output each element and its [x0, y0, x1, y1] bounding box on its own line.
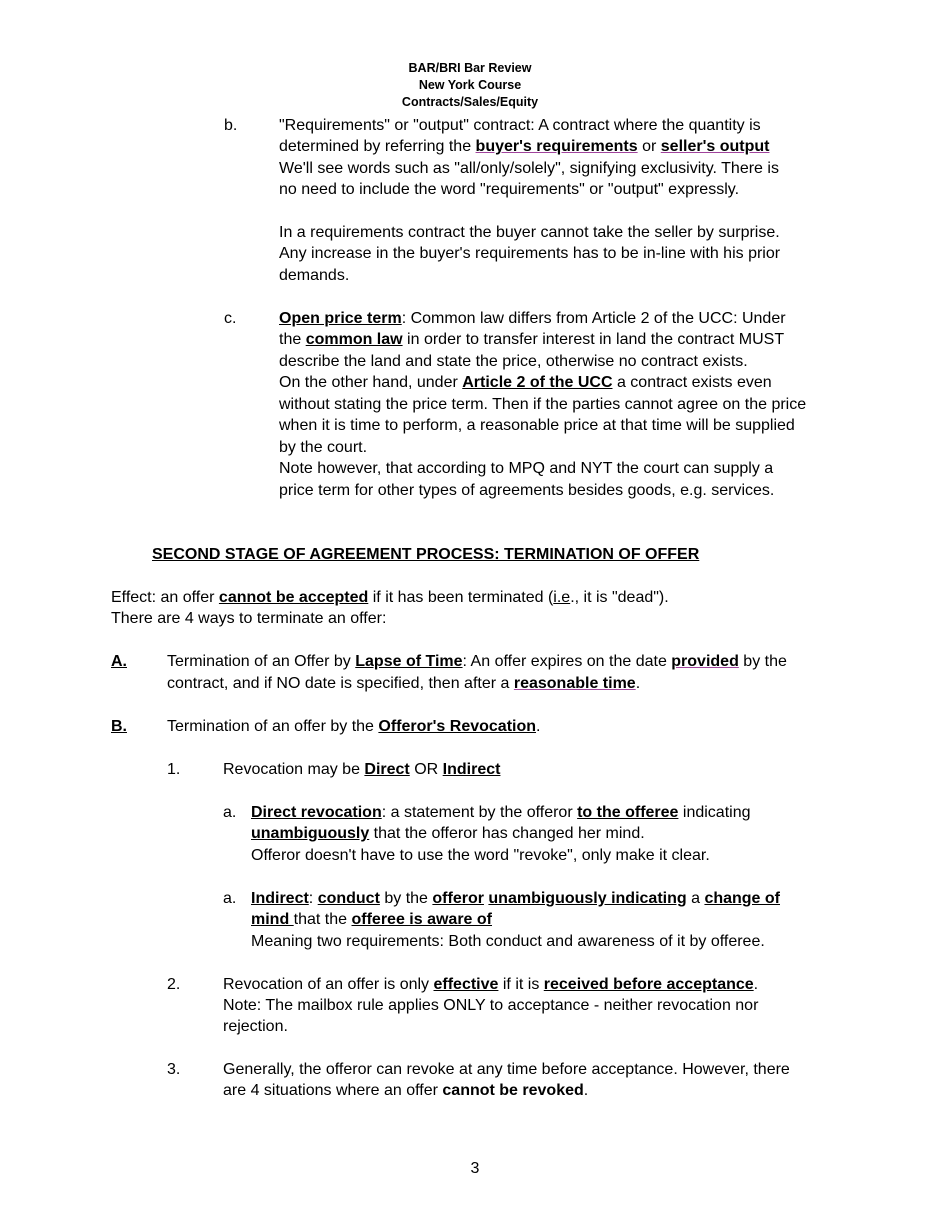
text: by the [379, 890, 433, 907]
effect-line-1 [111, 587, 669, 608]
text: ., it is "dead"). [570, 589, 669, 606]
section-c-line-6: when it is time to perform, a reasonable price at that time will be supplied [279, 417, 795, 434]
text: if it has been terminated ( [368, 589, 554, 606]
text: Termination of an Offer by [167, 653, 356, 670]
item-marker-1a-second: a. [223, 890, 237, 907]
section-c-line-8: Note however, that according to MPQ and NYT the court can supply a [279, 460, 774, 477]
section-c-line-1 [279, 308, 786, 329]
text: . [635, 675, 641, 692]
item-1a2-line-2 [251, 909, 492, 930]
text: are 4 situations where an offer [223, 1082, 443, 1099]
item-2-line-3: rejection. [223, 1018, 288, 1035]
text: OR [409, 761, 443, 778]
term-offeree-is-aware-of: offeree is aware of [351, 911, 492, 928]
term-cannot-be-accepted: cannot be accepted [218, 589, 369, 606]
item-B-line-1 [167, 716, 540, 737]
item-2-line-1 [223, 974, 758, 995]
term-sellers-output: seller's output [660, 138, 770, 155]
section-c-line-9: price term for other types of agreements besides goods, e.g. services. [279, 482, 775, 499]
section-heading: SECOND STAGE OF AGREEMENT PROCESS: TERMINATION OF OFFER [152, 546, 700, 563]
term-indirect: Indirect [442, 761, 501, 778]
term-direct: Direct [364, 761, 410, 778]
term-cannot-be-revoked: cannot be revoked [442, 1082, 584, 1099]
term-unambiguously: unambiguously [251, 825, 370, 842]
item-1a-line-1 [251, 802, 750, 823]
text: : a statement by the offeror [381, 804, 578, 821]
term-common-law: common law [305, 331, 403, 348]
text: Effect: an offer [111, 589, 219, 606]
item-3-line-1: Generally, the offeror can revoke at any time before acceptance. However, there [223, 1061, 790, 1078]
header-line-2: New York Course [418, 78, 522, 92]
page-number: 3 [470, 1160, 480, 1177]
section-b-line-1: "Requirements" or "output" contract: A contract where the quantity is [279, 117, 761, 134]
text: . [536, 718, 541, 735]
term-conduct: conduct [317, 890, 380, 907]
text: determined by referring the [279, 138, 476, 155]
section-b-p2-line-3: demands. [279, 267, 350, 284]
section-b-line-2 [279, 136, 769, 157]
term-offerors-revocation: Offeror's Revocation [378, 718, 537, 735]
text: contract, and if NO date is specified, then after a [167, 675, 514, 692]
item-marker-B: B. [111, 718, 127, 735]
term-mind: mind [251, 911, 294, 928]
text: On the other hand, under [279, 374, 463, 391]
item-marker-3: 3. [167, 1061, 181, 1078]
term-to-the-offeree: to the offeree [577, 804, 679, 821]
text: : [308, 890, 318, 907]
section-c-line-3: describe the land and state the price, otherwise no contract exists. [279, 353, 748, 370]
term-indirect-revocation: Indirect [251, 890, 309, 907]
item-marker-1: 1. [167, 761, 181, 778]
section-b-p2-line-1: In a requirements contract the buyer cannot take the seller by surprise. [279, 224, 780, 241]
term-offeror: offeror [432, 890, 484, 907]
section-b-p2-line-2: Any increase in the buyer's requirements has to be in-line with his prior [279, 245, 781, 262]
text: the [279, 331, 306, 348]
text: if it is [498, 976, 544, 993]
term-effective: effective [433, 976, 499, 993]
text: a contract exists even [612, 374, 772, 391]
term-direct-revocation: Direct revocation [251, 804, 382, 821]
item-1a2-line-3: Meaning two requirements: Both conduct and awareness of it by offeree. [251, 933, 765, 950]
text: or [637, 138, 661, 155]
section-c-line-7: by the court. [279, 439, 368, 456]
item-A-line-1 [167, 651, 787, 672]
section-c-line-2 [279, 329, 784, 350]
text: by the [738, 653, 787, 670]
text: a [686, 890, 705, 907]
text: Termination of an offer by the [167, 718, 379, 735]
item-marker-A: A. [111, 653, 127, 670]
item-1a-line-3: Offeror doesn't have to use the word "revoke", only make it clear. [251, 847, 710, 864]
text: in order to transfer interest in land the contract MUST [402, 331, 785, 348]
item-3-line-2 [223, 1080, 588, 1101]
text: . [583, 1082, 589, 1099]
item-1a2-line-1 [251, 888, 780, 909]
item-1-line-1 [223, 759, 500, 780]
section-c-line-5: without stating the price term. Then if the parties cannot agree on the price [279, 396, 807, 413]
text: that the offeror has changed her mind. [369, 825, 645, 842]
effect-line-2: There are 4 ways to terminate an offer: [111, 610, 387, 627]
term-buyers-requirements: buyer's requirements [475, 138, 638, 155]
text: : An offer expires on the date [462, 653, 672, 670]
item-marker-2: 2. [167, 976, 181, 993]
text: : Common law differs from Article 2 of the UCC: Under [401, 310, 786, 327]
section-c-line-4 [279, 372, 772, 393]
item-A-line-2 [167, 673, 640, 694]
text: indicating [678, 804, 751, 821]
term-open-price-term: Open price term [279, 310, 402, 327]
item-marker-c: c. [224, 310, 237, 327]
term-article-2-ucc: Article 2 of the UCC [462, 374, 613, 391]
text: that the [293, 911, 352, 928]
term-provided: provided [671, 653, 739, 670]
text: Revocation of an offer is only [223, 976, 434, 993]
term-unambiguously-indicating: unambiguously indicating [488, 890, 687, 907]
term-reasonable-time: reasonable time [513, 675, 636, 692]
section-b-line-4: no need to include the word "requirements" or "output" expressly. [279, 181, 740, 198]
text: i.e [553, 589, 571, 606]
header-line-3: Contracts/Sales/Equity [401, 95, 539, 109]
item-marker-b: b. [224, 117, 238, 134]
term-change-of: change of [704, 890, 780, 907]
term-received-before-acceptance: received before acceptance [543, 976, 754, 993]
section-b-line-3: We'll see words such as "all/only/solely", signifying exclusivity. There is [279, 160, 779, 177]
text: Revocation may be [223, 761, 365, 778]
item-2-line-2: Note: The mailbox rule applies ONLY to acceptance - neither revocation nor [223, 997, 759, 1014]
text: . [753, 976, 759, 993]
term-lapse-of-time: Lapse of Time [355, 653, 463, 670]
item-1a-line-2 [251, 823, 645, 844]
header-line-1: BAR/BRI Bar Review [408, 61, 532, 75]
item-marker-1a: a. [223, 804, 237, 821]
